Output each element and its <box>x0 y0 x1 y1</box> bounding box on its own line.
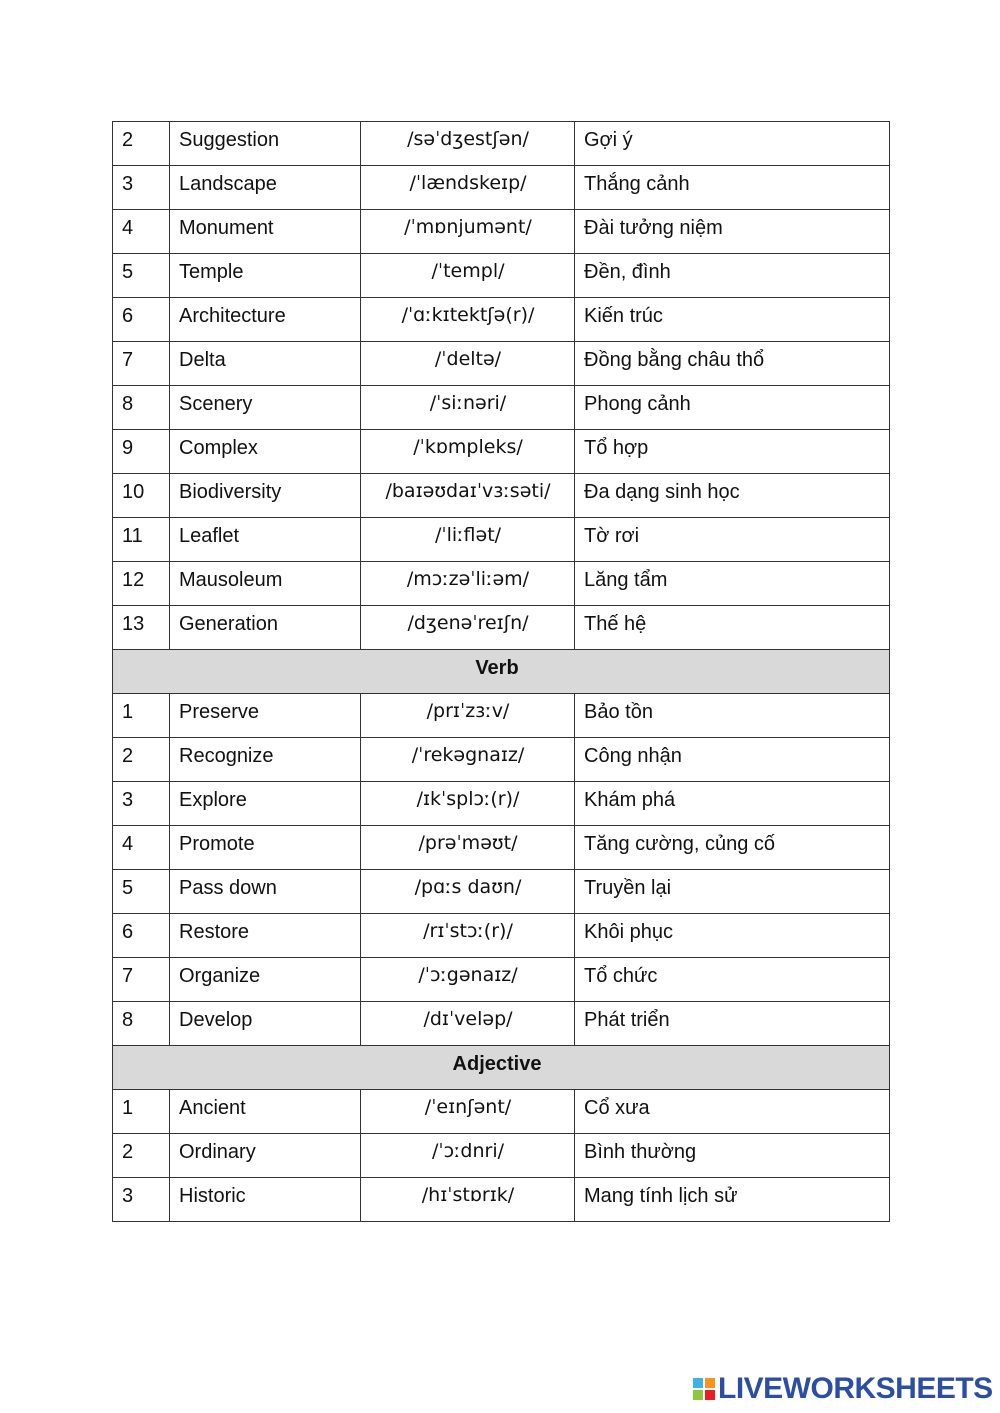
row-number: 6 <box>113 298 170 342</box>
meaning-cell: Bình thường <box>575 1134 890 1178</box>
table-row <box>113 1090 890 1134</box>
meaning-cell: Đài tưởng niệm <box>575 210 890 254</box>
meaning-cell: Tăng cường, củng cố <box>575 826 890 870</box>
ipa-cell: /ˈɑːkɪtektʃə(r)/ <box>361 298 575 342</box>
row-number: 7 <box>113 958 170 1002</box>
word-cell: Complex <box>170 430 361 474</box>
table-row <box>113 1002 890 1046</box>
table-row <box>113 298 890 342</box>
table-row <box>113 122 890 166</box>
ipa-cell: /ˈeɪnʃənt/ <box>361 1090 575 1134</box>
ipa-cell: /ɪkˈsplɔː(r)/ <box>361 782 575 826</box>
meaning-cell: Kiến trúc <box>575 298 890 342</box>
meaning-cell: Tổ chức <box>575 958 890 1002</box>
ipa-cell: /ˈmɒnjumənt/ <box>361 210 575 254</box>
meaning-cell: Đền, đình <box>575 254 890 298</box>
table-row <box>113 1178 890 1222</box>
ipa-cell: /ˈdeltə/ <box>361 342 575 386</box>
table-row <box>113 826 890 870</box>
row-number: 8 <box>113 386 170 430</box>
word-cell: Generation <box>170 606 361 650</box>
word-cell: Historic <box>170 1178 361 1222</box>
table-row <box>113 474 890 518</box>
word-cell: Explore <box>170 782 361 826</box>
noun-section <box>113 122 890 650</box>
word-cell: Mausoleum <box>170 562 361 606</box>
table-row <box>113 518 890 562</box>
word-cell: Develop <box>170 1002 361 1046</box>
ipa-cell: /ˈsiːnəri/ <box>361 386 575 430</box>
row-number: 7 <box>113 342 170 386</box>
table-row <box>113 870 890 914</box>
meaning-cell: Mang tính lịch sử <box>575 1178 890 1222</box>
meaning-cell: Phát triển <box>575 1002 890 1046</box>
meaning-cell: Tờ rơi <box>575 518 890 562</box>
row-number: 3 <box>113 782 170 826</box>
word-cell: Organize <box>170 958 361 1002</box>
meaning-cell: Khôi phục <box>575 914 890 958</box>
word-cell: Ancient <box>170 1090 361 1134</box>
table-row <box>113 914 890 958</box>
word-cell: Biodiversity <box>170 474 361 518</box>
verb-header: Verb <box>113 650 890 694</box>
ipa-cell: /səˈdʒestʃən/ <box>361 122 575 166</box>
ipa-cell: /dɪˈveləp/ <box>361 1002 575 1046</box>
ipa-cell: /rɪˈstɔː(r)/ <box>361 914 575 958</box>
table-row <box>113 562 890 606</box>
ipa-cell: /mɔːzəˈliːəm/ <box>361 562 575 606</box>
meaning-cell: Đa dạng sinh học <box>575 474 890 518</box>
ipa-cell: /ˈliːflət/ <box>361 518 575 562</box>
word-cell: Architecture <box>170 298 361 342</box>
table-row <box>113 606 890 650</box>
table-row <box>113 738 890 782</box>
meaning-cell: Tổ hợp <box>575 430 890 474</box>
word-cell: Landscape <box>170 166 361 210</box>
table-row <box>113 958 890 1002</box>
ipa-cell: /pɑːs daʊn/ <box>361 870 575 914</box>
row-number: 10 <box>113 474 170 518</box>
row-number: 5 <box>113 870 170 914</box>
table-row <box>113 782 890 826</box>
word-cell: Leaflet <box>170 518 361 562</box>
ipa-cell: /ˈrekəgnaɪz/ <box>361 738 575 782</box>
word-cell: Pass down <box>170 870 361 914</box>
adjective-section-header <box>113 1046 890 1090</box>
row-number: 11 <box>113 518 170 562</box>
meaning-cell: Phong cảnh <box>575 386 890 430</box>
meaning-cell: Thế hệ <box>575 606 890 650</box>
table-row <box>113 1134 890 1178</box>
ipa-cell: /ˈɔːdnri/ <box>361 1134 575 1178</box>
word-cell: Preserve <box>170 694 361 738</box>
row-number: 1 <box>113 1090 170 1134</box>
row-number: 12 <box>113 562 170 606</box>
row-number: 3 <box>113 166 170 210</box>
row-number: 6 <box>113 914 170 958</box>
logo-text: LIVEWORKSHEETS <box>718 1372 993 1405</box>
row-number: 4 <box>113 826 170 870</box>
word-cell: Delta <box>170 342 361 386</box>
meaning-cell: Truyền lại <box>575 870 890 914</box>
table-row <box>113 694 890 738</box>
table-row <box>113 210 890 254</box>
row-number: 5 <box>113 254 170 298</box>
ipa-cell: /ˈɔːgənaɪz/ <box>361 958 575 1002</box>
meaning-cell: Lăng tẩm <box>575 562 890 606</box>
word-cell: Recognize <box>170 738 361 782</box>
liveworksheets-logo[interactable] <box>693 1372 993 1406</box>
row-number: 8 <box>113 1002 170 1046</box>
word-cell: Promote <box>170 826 361 870</box>
word-cell: Temple <box>170 254 361 298</box>
word-cell: Monument <box>170 210 361 254</box>
meaning-cell: Khám phá <box>575 782 890 826</box>
meaning-cell: Thắng cảnh <box>575 166 890 210</box>
ipa-cell: /baɪəʊdaɪˈvɜːsəti/ <box>361 474 575 518</box>
ipa-cell: /hɪˈstɒrɪk/ <box>361 1178 575 1222</box>
table-row <box>113 386 890 430</box>
adjective-section <box>113 1090 890 1222</box>
meaning-cell: Bảo tồn <box>575 694 890 738</box>
ipa-cell: /dʒenəˈreɪʃn/ <box>361 606 575 650</box>
row-number: 2 <box>113 1134 170 1178</box>
word-cell: Suggestion <box>170 122 361 166</box>
ipa-cell: /prəˈməʊt/ <box>361 826 575 870</box>
meaning-cell: Công nhận <box>575 738 890 782</box>
row-number: 3 <box>113 1178 170 1222</box>
table-row <box>113 254 890 298</box>
meaning-cell: Gợi ý <box>575 122 890 166</box>
table-row <box>113 430 890 474</box>
word-cell: Ordinary <box>170 1134 361 1178</box>
table-row <box>113 166 890 210</box>
row-number: 2 <box>113 122 170 166</box>
vocabulary-table <box>112 121 890 1222</box>
ipa-cell: /ˈtempl/ <box>361 254 575 298</box>
row-number: 2 <box>113 738 170 782</box>
ipa-cell: /prɪˈzɜːv/ <box>361 694 575 738</box>
row-number: 13 <box>113 606 170 650</box>
table-row <box>113 342 890 386</box>
row-number: 1 <box>113 694 170 738</box>
row-number: 4 <box>113 210 170 254</box>
word-cell: Restore <box>170 914 361 958</box>
verb-section-header <box>113 650 890 694</box>
row-number: 9 <box>113 430 170 474</box>
meaning-cell: Đồng bằng châu thổ <box>575 342 890 386</box>
liveworksheets-logo-icon <box>693 1378 715 1400</box>
ipa-cell: /ˈlændskeɪp/ <box>361 166 575 210</box>
verb-section <box>113 694 890 1046</box>
ipa-cell: /ˈkɒmpleks/ <box>361 430 575 474</box>
word-cell: Scenery <box>170 386 361 430</box>
adjective-header: Adjective <box>113 1046 890 1090</box>
meaning-cell: Cổ xưa <box>575 1090 890 1134</box>
